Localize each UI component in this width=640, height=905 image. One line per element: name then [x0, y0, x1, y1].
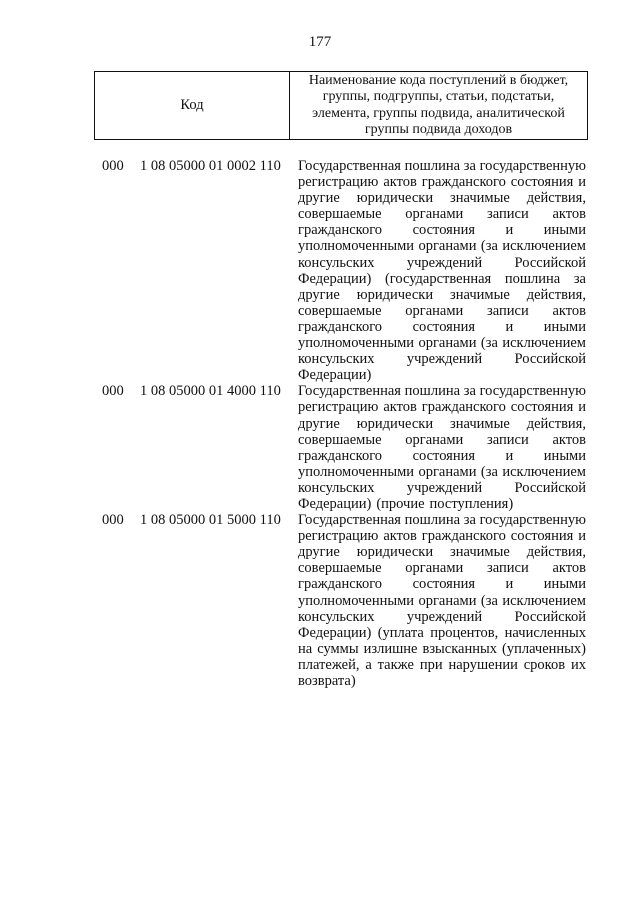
- header-name-cell: Наименование кода поступлений в бюджет, группы, подгруппы, статьи, подстатьи, элемента, группы подвида, аналитической группы подвида доходов: [308, 72, 569, 137]
- page-number: 177: [308, 34, 332, 50]
- description-line: Федерации) (прочие поступления): [298, 495, 514, 512]
- description-line: Государственная пошлина за государственную: [298, 383, 586, 400]
- description-line: консульских учреждений Российской: [298, 351, 586, 368]
- description-line: уполномоченными органами (за исключением: [298, 238, 586, 255]
- revenue-code: 1 08 05000 01 5000 110: [140, 512, 281, 529]
- description-line: другие юридически значимые действия,: [298, 286, 586, 303]
- header-code-cell: Код: [95, 72, 290, 139]
- admin-code: 000: [102, 158, 124, 174]
- revenue-code: 1 08 05000 01 0002 110: [140, 158, 281, 174]
- description-line: гражданского состояния и иными: [298, 222, 586, 239]
- description-line: Государственная пошлина за государственную: [298, 512, 586, 529]
- table-row: [0, 512, 640, 689]
- description-line: уполномоченными органами (за исключением: [298, 592, 586, 609]
- revenue-description: [298, 158, 586, 383]
- table-body: [0, 158, 640, 689]
- table-row: [0, 383, 640, 512]
- description-line: совершаемые органами записи актов: [298, 560, 586, 577]
- description-line: Федерации): [298, 367, 372, 384]
- revenue-code: 1 08 05000 01 4000 110: [140, 383, 281, 400]
- description-line: регистрацию актов гражданского состояния и: [298, 174, 586, 191]
- description-line: уполномоченными органами (за исключением: [298, 335, 586, 352]
- description-line: другие юридически значимые действия,: [298, 415, 586, 432]
- description-line: совершаемые органами записи актов: [298, 431, 586, 448]
- admin-code: 000: [102, 512, 124, 529]
- revenue-description: [298, 512, 586, 689]
- description-line: регистрацию актов гражданского состояния и: [298, 399, 586, 416]
- description-line: гражданского состояния и иными: [298, 576, 586, 593]
- admin-code: 000: [102, 383, 124, 400]
- description-line: консульских учреждений Российской: [298, 608, 586, 625]
- description-line: другие юридически значимые действия,: [298, 190, 586, 207]
- description-line: регистрацию актов гражданского состояния и: [298, 528, 586, 545]
- description-line: другие юридически значимые действия,: [298, 544, 586, 561]
- description-line: возврата): [298, 673, 356, 689]
- description-line: консульских учреждений Российской: [298, 254, 586, 271]
- table-header: [94, 71, 588, 140]
- description-line: Государственная пошлина за государственную: [298, 158, 586, 174]
- description-line: уполномоченными органами (за исключением: [298, 463, 586, 480]
- table-row: [0, 158, 640, 383]
- revenue-description: [298, 383, 586, 512]
- description-line: совершаемые органами записи актов: [298, 302, 586, 319]
- description-line: консульских учреждений Российской: [298, 479, 586, 496]
- description-line: Федерации) (уплата процентов, начисленных: [298, 624, 586, 641]
- description-line: совершаемые органами записи актов: [298, 206, 586, 223]
- description-line: Федерации) (государственная пошлина за: [298, 270, 586, 287]
- description-line: платежей, а также при нарушении сроков их: [298, 656, 586, 673]
- description-line: гражданского состояния и иными: [298, 318, 586, 335]
- description-line: гражданского состояния и иными: [298, 447, 586, 464]
- description-line: на суммы излишне взысканных (уплаченных): [298, 640, 586, 657]
